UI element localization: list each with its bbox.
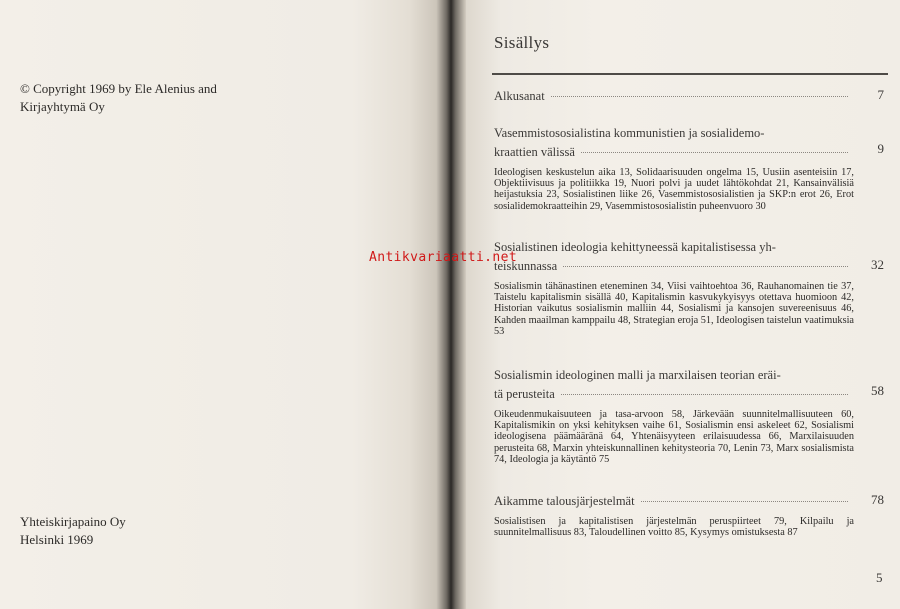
leader-dots bbox=[641, 501, 848, 502]
entry-subtopics: Ideologisen keskustelun aika 13, Solidaarisuuden ongelma 15, Uusiin asenteisiin 17, Objektiivisuus ja politiikka 19, Nuori polvi ja uudet lähtökohdat 21, Kansainvälisiä heijastuksia 23, Sosialistinen liike 26, Vasemmistososialistien ja SKP:n erot 26, Erot sosialidemokraatteihin 29, Vasemmistososialistin puheenvuoro 30 bbox=[494, 167, 854, 212]
entry-subtopics: Sosialismin tähänastinen eteneminen 34, Viisi vaihtoehtoa 36, Rauhanomainen tie 37, Taistelu kapitalismin sisällä 40, Kapitalismin kasvukykyisyys otettava huomioon 42, Historian vaikutus sosialismin malliin 44, Sosialismi ja kansojen suvereenisuus 46, Kahden maailman kamppailu 48, Strategian eroja 51, Ideologisen taistelun vaatimuksia 53 bbox=[494, 281, 855, 337]
title-divider bbox=[492, 73, 888, 75]
copyright-line: © Copyright 1969 by Ele Alenius and bbox=[20, 81, 217, 96]
entry-page-number: 9 bbox=[877, 141, 884, 156]
entry-title: teiskunnassa bbox=[494, 259, 558, 273]
toc-entry bbox=[494, 366, 884, 465]
watermark: Antikvariaatti.net bbox=[369, 250, 518, 265]
entry-title-line: Vasemmistososialistina kommunistien ja sosialidemo- bbox=[494, 126, 765, 140]
entry-title: kraattien välissä bbox=[494, 145, 575, 159]
entry-page-number: 78 bbox=[871, 492, 884, 507]
entry-heading bbox=[494, 492, 854, 511]
entry-subtopics: Sosialistisen ja kapitalistisen järjestelmän peruspiirteet 79, Kilpailu ja suunnitelmallisuus 83, Taloudellinen voitto 85, Kysymys omistuksesta 87 bbox=[494, 516, 854, 539]
leader-dots bbox=[563, 266, 848, 267]
entry-page-number: 58 bbox=[871, 383, 884, 398]
printer-imprint bbox=[20, 513, 220, 549]
copyright-notice bbox=[20, 80, 280, 116]
copyright-line: Kirjayhtymä Oy bbox=[20, 99, 105, 114]
entry-heading bbox=[494, 124, 854, 162]
toc-entry bbox=[494, 87, 884, 106]
leader-dots bbox=[561, 394, 848, 395]
toc-entry bbox=[494, 492, 884, 538]
imprint-line: Helsinki 1969 bbox=[20, 532, 94, 547]
entry-title: Aikamme talousjärjestelmät bbox=[494, 494, 635, 508]
entry-heading bbox=[494, 238, 854, 276]
entry-page-number: 32 bbox=[871, 257, 884, 272]
entry-title: tä perusteita bbox=[494, 387, 555, 401]
toc-entry bbox=[494, 124, 884, 212]
leader-dots bbox=[551, 96, 848, 97]
entry-title-line: Sosialistinen ideologia kehittyneessä kapitalistisessa yh- bbox=[494, 240, 776, 254]
entry-title-line: Sosialismin ideologinen malli ja marxilaisen teorian eräi- bbox=[494, 368, 781, 382]
imprint-line: Yhteiskirjapaino Oy bbox=[20, 514, 126, 529]
page-folio: 5 bbox=[876, 570, 883, 585]
entry-page-number: 7 bbox=[877, 87, 884, 102]
entry-heading bbox=[494, 366, 854, 404]
entry-title: Alkusanat bbox=[494, 89, 545, 103]
leader-dots bbox=[581, 152, 848, 153]
book-gutter bbox=[436, 0, 466, 609]
toc-entry bbox=[494, 238, 884, 337]
entry-heading bbox=[494, 87, 854, 106]
entry-subtopics: Oikeudenmukaisuuteen ja tasa-arvoon 58, Järkevään suunnitelmallisuuteen 60, Kapitalismikin on yksi kehityksen vaihe 61, Sosialismin ensi askeleet 62, Sosialismi ideologisena päämääränä 64, Yhtenäisyyteen erilaisuudessa 66, Marxilaisuuden perusteita 68, Marxin yhteiskunnallinen kehitysteoria 70, Lenin 73, Marx sosialismista 74, Ideologia ja käytäntö 75 bbox=[494, 409, 854, 465]
toc-title: Sisällys bbox=[494, 33, 550, 52]
